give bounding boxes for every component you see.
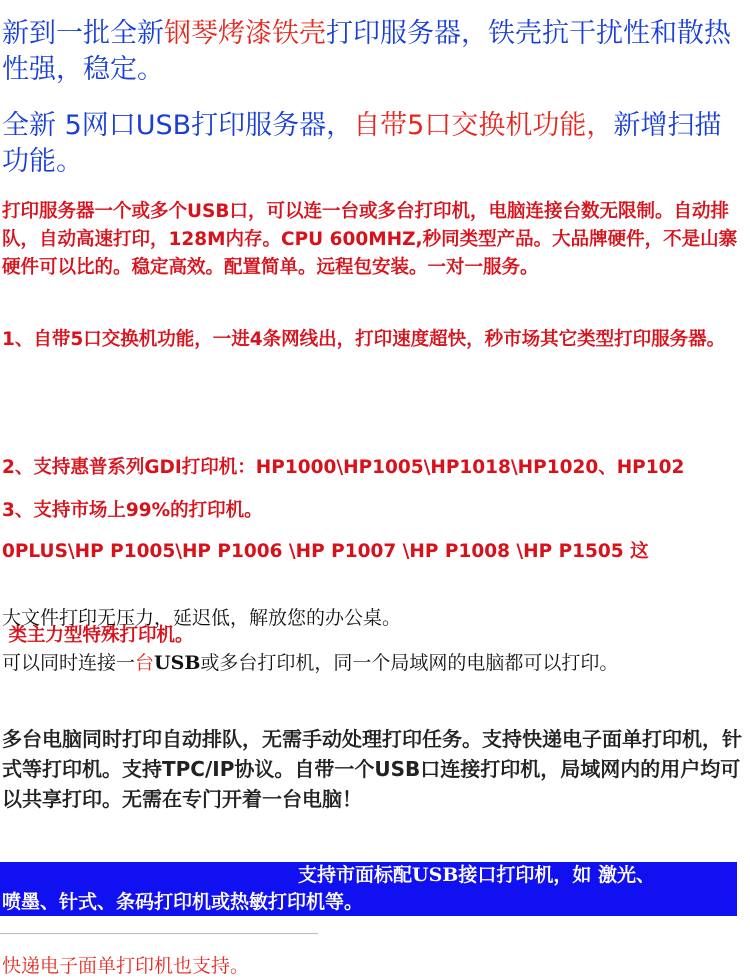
banner-line-2: 喷墨、针式、条码打印机或热敏打印机等。	[2, 891, 364, 913]
connect-part4: 或多台打印机，同一个局域网的电脑都可以打印。	[200, 652, 619, 674]
multi-pc-paragraph: 多台电脑同时打印自动排队，无需手动处理打印任务。支持快递电子面单打印机，针式等打印机。支持TPC/IP协议。自带一个USB口连接打印机，局域网内的用户均可以共享打印。无需在专门开着一台电脑！	[2, 727, 742, 811]
intro-paragraph: 打印服务器一个或多个USB口，可以连一台或多台打印机，电脑连接台数无限制。自动排队，自动高速打印，128M内存。CPU 600MHZ,秒同类型产品。大品牌硬件，不是山寨硬件可以比的。稳定高效。配置简单。远程包安装。一对一服务。	[2, 201, 738, 278]
heading-product-highlight: 自带5口交换机功能，	[353, 110, 614, 141]
footer-note: 快递电子面单打印机也支持。	[2, 955, 250, 977]
banner-line-1: 支持市面标配USB接口打印机，如 激光、	[298, 864, 655, 886]
connect-highlight: 台	[135, 652, 155, 674]
feature-2	[2, 398, 750, 678]
feature-2-line-2: 0PLUS\HP P1005\HP P1006 \HP P1007 \HP P1008 \HP P1505 这	[2, 541, 649, 562]
heading-product-part1: 全新 5网口USB打印服务器，	[2, 110, 354, 141]
heading-new-arrival-highlight: 钢琴烤漆铁壳	[164, 18, 326, 49]
banner-text	[2, 862, 737, 916]
heading-product	[2, 108, 747, 180]
big-file-line: 大文件打印无压力，延迟低，解放您的办公桌。	[2, 607, 402, 629]
feature-3: 3、支持市场上99%的打印机。	[2, 500, 263, 521]
heading-new-arrival-part3: 打印服务器，铁壳抗干扰性和散热性强，稳定。	[2, 18, 731, 85]
feature-1: 1、自带5口交换机功能，一进4条网线出，打印速度超快，秒市场其它类型打印服务器。	[2, 329, 726, 350]
connect-part1: 可以同时连接一	[2, 652, 136, 674]
heading-new-arrival-part1: 新到一批全新	[2, 18, 164, 49]
heading-product-part3: 新增扫描功能。	[2, 110, 722, 177]
connect-paragraph	[2, 648, 742, 678]
feature-2-line-3: 类主力型特殊打印机。	[2, 625, 194, 646]
footer-divider	[0, 933, 318, 934]
connect-usb: USB	[154, 652, 201, 674]
feature-2-line-1: 2、支持惠普系列GDI打印机：HP1000\HP1005\HP1018\HP1020、HP102	[2, 457, 685, 478]
heading-new-arrival	[2, 16, 747, 88]
